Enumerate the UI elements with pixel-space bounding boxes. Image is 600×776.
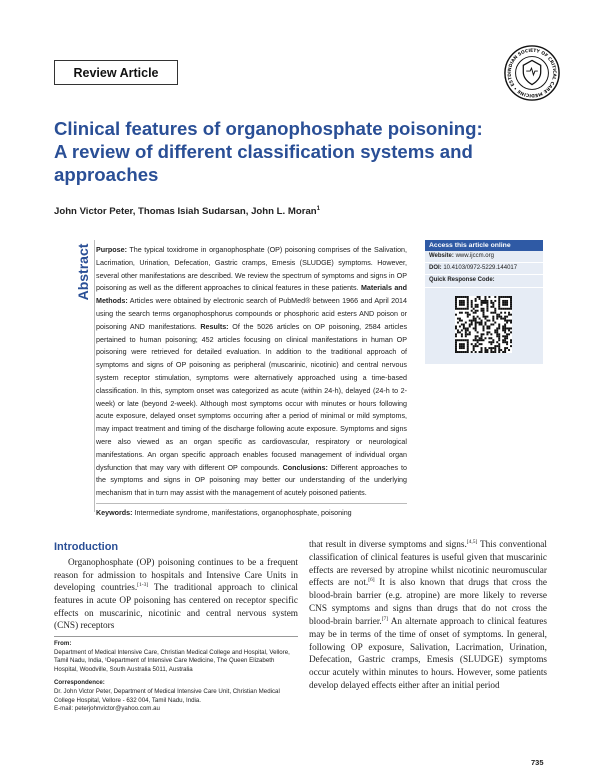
abstract-label: Abstract: [75, 243, 91, 301]
qr-label-row: Quick Response Code:: [425, 275, 543, 287]
access-box-header: Access this article online: [425, 240, 543, 251]
affiliations-divider: [54, 636, 298, 637]
intro-right-column: that result in diverse symptoms and signs.[4,5] This conventional classification of clinical features is useful given that muscarinic effects are reversed by atropine whilst nicotinic neuromuscular effects are not.[6] It is also known that drugs that cross the blood-brain barrier (e.g. atropine) are more likely to reverse CNS symptoms and signs than drugs that do not cross the blood-brain barrier.[7] An alternate approach to clinical features may be in terms of the time of onset of symptoms. In general, following OP exposure, Salivation, Lacrimation, Urination, Defecation, Gastric cramps, Emesis (SLUDGE) symptoms occur acutely within minutes to hours. However, some patients develop delayed effects either after an initial period: [309, 539, 548, 691]
title-line: approaches: [54, 164, 159, 186]
title-line: A review of different classification systems and: [54, 141, 473, 163]
section-heading-introduction: Introduction: [54, 541, 119, 553]
page-number: 735: [531, 758, 544, 767]
seal-text: INDIAN SOCIETY OF CRITICAL CARE MEDICINE • ESTD: [507, 48, 557, 98]
title-line: Clinical features of organophosphate poisoning:: [54, 118, 483, 139]
doi-row: DOI: 10.4103/0972-5229.144017: [425, 263, 543, 275]
article-type-badge: Review Article: [54, 60, 178, 85]
abstract-divider: [94, 240, 95, 512]
intro-left-column: Organophosphate (OP) poisoning continues to be a frequent reason for admission to hospitals and Intensive Care Units in developing countries.[1-3] The traditional approach to clinical features in acute OP poisoning has centered on receptor specific effects on muscarinic, nicotinic and central nervous system (CNS) receptors: [54, 558, 298, 632]
authors: John Victor Peter, Thomas Isiah Sudarsan, John L. Moran$^1$: [54, 206, 320, 218]
website-link[interactable]: www.ijccm.org: [455, 253, 494, 259]
article-title: [54, 117, 534, 186]
affiliations: From: Department of Medical Intensive Care, Christian Medical College and Hospital, Vellore, Tamil Nadu, India, ¹Department of Intensive Care Medicine, The Queen Elizabeth Hospital, Woodville, South Australia 5011, Australia Correspondence: Dr. John Victor Peter, Department of Medical Intensive Care Unit, Christian Medical College Hospital, Vellore - 632 004, Tamil Nadu, India. E-mail: peterjohnvictor@yahoo.com.au: [54, 640, 298, 714]
society-seal-logo: [503, 44, 561, 102]
keywords: Keywords: Intermediate syndrome, manifestations, organophosphate, poisoning: [96, 503, 407, 520]
qr-code: [455, 296, 512, 353]
abstract-text: Purpose: The typical toxidrome in organophosphate (OP) poisoning comprises of the Salivation, Lacrimation, Urination, Defecation, Gastric cramps, Emesis (SLUDGE) symptoms. However, several other manifestations are described. We review the spectrum of symptoms and signs in OP poisoning as well as the different approaches to clinical features in these patients. Materials and Methods: Articles were obtained by electronic search of PubMed® between 1966 and April 2014 using the search terms organophosphorus compounds or phosphoric acid esters AND poison or poisoning AND manifestations. Results: Of the 5026 articles on OP poisoning, 2584 articles pertained to human poisoning; 452 articles focusing on clinical manifestations in human OP poisoning were retrieved for detailed evaluation. In addition to the traditional approach of symptoms and signs of OP poisoning as peripheral (muscarinic, nicotinic) and central nervous system receptor stimulation, symptoms were alternatively approached using a time-based classification. In this, symptom onset was categorized as acute (within 24-h), delayed (24-h to 2-week) or late (beyond 2-week). Although most symptoms occur with minutes or hours following acute exposure, delayed onset symptoms occurring after a period of minimal or mild symptoms, may impact treatment and timing of the discharge following acute exposure. Symptoms and signs were also viewed as an organ specific as cardiovascular, respiratory or neurological manifestations. An organ specific approach enables focused management of individual organ dysfunction that may vary with different OP compounds. Conclusions: Different approaches to the symptoms and signs in OP poisoning may better our understanding of the underlying mechanism that in turn may assist with the management of acutely poisoned patients. Keywords: Intermediate syndrome, manifestations, organophosphate, poisoning: [96, 244, 407, 520]
correspondence-email: E-mail: peterjohnvictor@yahoo.com.au: [54, 705, 160, 713]
website-row: Website: www.ijccm.org: [425, 251, 543, 263]
